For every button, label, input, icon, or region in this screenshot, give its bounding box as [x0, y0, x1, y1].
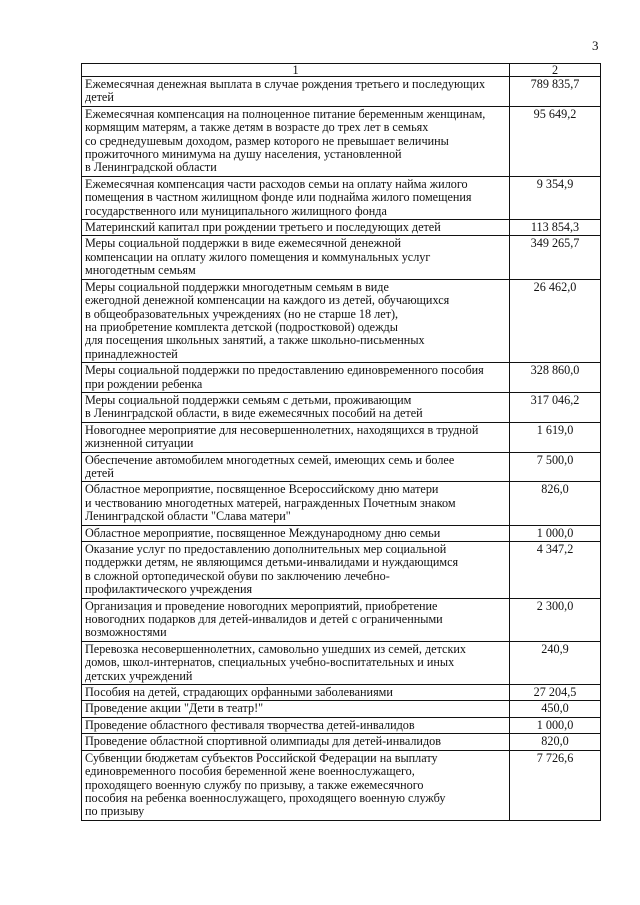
row-description: Областное мероприятие, посвященное Всероссийскому дню матери и чествованию многодетных матерей, награжденных Почетным знаком Ленинградской области "Слава матери" — [82, 482, 510, 525]
row-description: Областное мероприятие, посвященное Международному дню семьи — [82, 525, 510, 541]
row-description: Материнский капитал при рождении третьего и последующих детей — [82, 220, 510, 236]
row-amount: 113 854,3 — [510, 220, 601, 236]
row-amount: 26 462,0 — [510, 279, 601, 362]
row-amount: 1 000,0 — [510, 717, 601, 733]
table-row — [82, 717, 601, 733]
row-description: Меры социальной поддержки по предоставлению единовременного пособия при рождении ребенка — [82, 363, 510, 393]
row-description: Организация и проведение новогодних мероприятий, приобретение новогодних подарков для детей-инвалидов и детей с ограниченными возможностями — [82, 598, 510, 641]
row-amount: 820,0 — [510, 734, 601, 750]
row-description: Обеспечение автомобилем многодетных семей, имеющих семь и более детей — [82, 452, 510, 482]
column-header-1: 1 — [82, 64, 510, 77]
row-description: Перевозка несовершеннолетних, самовольно ушедших из семей, детских домов, школ-интернатов, специальных учебно-воспитательных и иных детских учреждений — [82, 641, 510, 684]
row-amount: 7 726,6 — [510, 750, 601, 820]
row-description: Меры социальной поддержки многодетным семьям в виде ежегодной денежной компенсации на каждого из детей, обучающихся в общеобразовательных учреждениях (но не старше 18 лет), на приобретение комплекта детской (подростковой) одежды для посещения школьных занятий, а также школьно-письменных принадлежностей — [82, 279, 510, 362]
row-amount: 240,9 — [510, 641, 601, 684]
row-description: Проведение акции "Дети в театр!" — [82, 701, 510, 717]
table-row — [82, 542, 601, 599]
table-row — [82, 279, 601, 362]
table-body — [82, 77, 601, 821]
table-row — [82, 176, 601, 219]
row-amount: 450,0 — [510, 701, 601, 717]
row-amount: 9 354,9 — [510, 176, 601, 219]
row-description: Оказание услуг по предоставлению дополнительных мер социальной поддержки детям, не являющимся детьми-инвалидами и нуждающимся в сложной ортопедической обуви по заключению лечебно- профилактического учреждения — [82, 542, 510, 599]
row-amount: 2 300,0 — [510, 598, 601, 641]
column-header-2: 2 — [510, 64, 601, 77]
row-amount: 328 860,0 — [510, 363, 601, 393]
table-row — [82, 452, 601, 482]
row-amount: 317 046,2 — [510, 392, 601, 422]
row-amount: 27 204,5 — [510, 685, 601, 701]
table-row — [82, 422, 601, 452]
table-row — [82, 482, 601, 525]
row-amount: 826,0 — [510, 482, 601, 525]
table-row — [82, 750, 601, 820]
row-description: Новогоднее мероприятие для несовершеннолетних, находящихся в трудной жизненной ситуации — [82, 422, 510, 452]
table-header-row — [82, 64, 601, 77]
row-description: Ежемесячная денежная выплата в случае рождения третьего и последующих детей — [82, 77, 510, 107]
row-amount: 789 835,7 — [510, 77, 601, 107]
table-row — [82, 685, 601, 701]
row-description: Субвенции бюджетам субъектов Российской Федерации на выплату единовременного пособия беременной жене военнослужащего, проходящего военную службу по призыву, а также ежемесячного пособия на ребенка военнослужащего, проходящего военную службу по призыву — [82, 750, 510, 820]
table-row — [82, 106, 601, 176]
table-row — [82, 392, 601, 422]
row-amount: 1 000,0 — [510, 525, 601, 541]
row-description: Меры социальной поддержки семьям с детьми, проживающим в Ленинградской области, в виде ежемесячных пособий на детей — [82, 392, 510, 422]
table-row — [82, 236, 601, 279]
row-description: Проведение областного фестиваля творчества детей-инвалидов — [82, 717, 510, 733]
row-description: Проведение областной спортивной олимпиады для детей-инвалидов — [82, 734, 510, 750]
row-amount: 349 265,7 — [510, 236, 601, 279]
row-amount: 7 500,0 — [510, 452, 601, 482]
row-description: Ежемесячная компенсация на полноценное питание беременным женщинам, кормящим матерям, а также детям в возрасте до трех лет в семьях со среднедушевым доходом, размер которого не превышает величины прожиточного минимума на душу населения, установленной в Ленинградской области — [82, 106, 510, 176]
row-amount: 1 619,0 — [510, 422, 601, 452]
row-description: Пособия на детей, страдающих орфанными заболеваниями — [82, 685, 510, 701]
row-amount: 4 347,2 — [510, 542, 601, 599]
row-description: Меры социальной поддержки в виде ежемесячной денежной компенсации на оплату жилого помещения и коммунальных услуг многодетным семьям — [82, 236, 510, 279]
table-row — [82, 701, 601, 717]
table-row — [82, 598, 601, 641]
table-row — [82, 641, 601, 684]
table-row — [82, 363, 601, 393]
page-number: 3 — [592, 38, 599, 53]
row-description: Ежемесячная компенсация части расходов семьи на оплату найма жилого помещения в частном жилищном фонде или поднайма жилого помещения государственного или муниципального жилищного фонда — [82, 176, 510, 219]
table-row — [82, 734, 601, 750]
table-row — [82, 525, 601, 541]
table-row — [82, 77, 601, 107]
row-amount: 95 649,2 — [510, 106, 601, 176]
budget-table — [81, 63, 601, 821]
table-row — [82, 220, 601, 236]
